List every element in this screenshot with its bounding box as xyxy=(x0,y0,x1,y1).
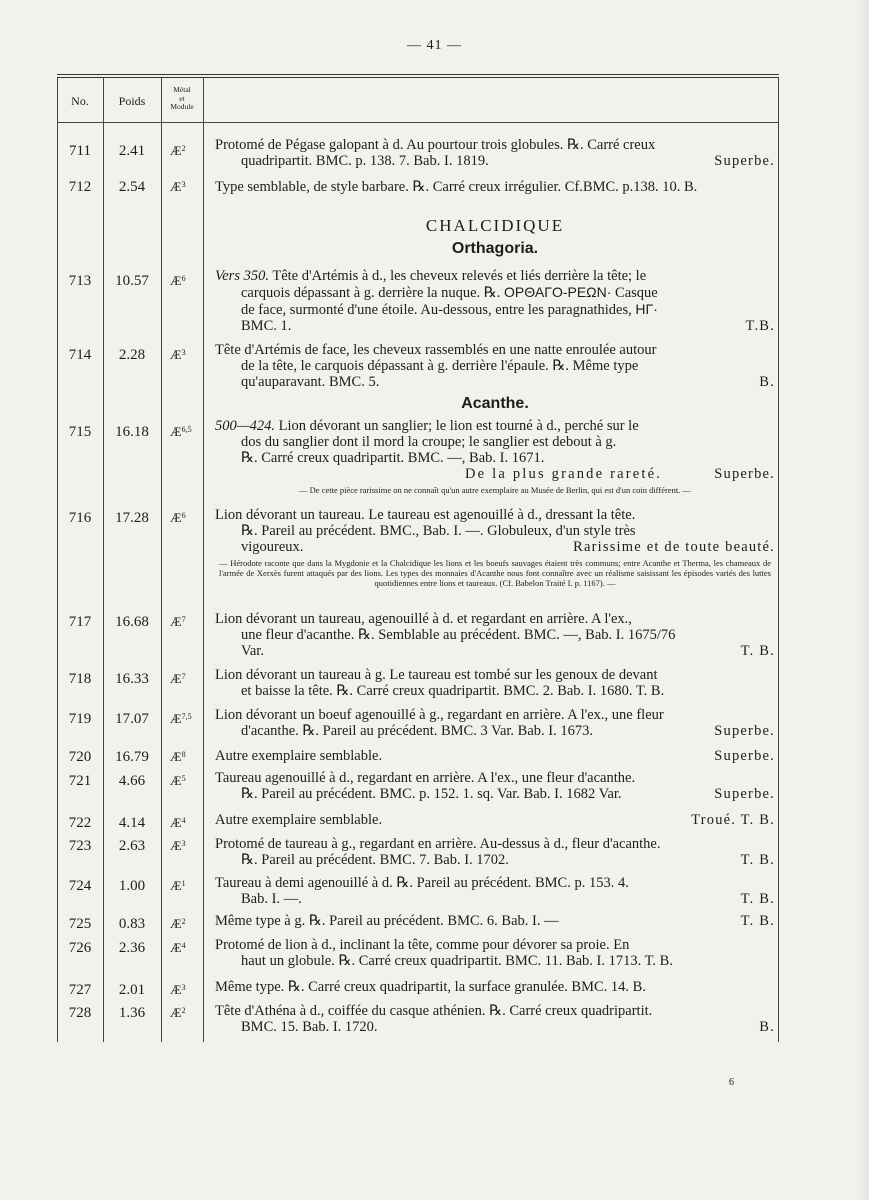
entry-number: 716 xyxy=(68,510,92,526)
entry-weight: 16.79 xyxy=(115,749,149,765)
header-separator xyxy=(57,122,779,123)
entry-metal: $Æ^8$ xyxy=(170,749,186,764)
entry-metal: $Æ^2$ xyxy=(170,916,186,931)
entry-weight: 2.54 xyxy=(118,179,146,195)
footnote: — Hérodote raconte que dans la Mygdonie et la Chalcidique les lions et les boeufs sauvages étaient très communs; entre Acanthe et Therma, les chameaux de l'armée de Xerxès furent attaqués par des lions. Les types des monnaies d'Acanthe nous font connaître avec un réalisme saisissant les épisodes variés des luttes quotidiennes entre lions et taureaux. (Cf. Babelon Traité I. p. 1167). — xyxy=(219,558,771,588)
entry-weight: 16.18 xyxy=(115,424,149,440)
page-number: — 41 — xyxy=(407,38,462,53)
entry-description: Lion dévorant un boeuf agenouillé à g., regardant en arrière. A l'ex., une fleur d'acanthe. ℞. Pareil au précédent. BMC. 3 Var. Bab. I. 1673. Superbe. xyxy=(215,707,775,739)
section-title: CHALCIDIQUE xyxy=(425,216,565,235)
entry-weight: 2.41 xyxy=(118,143,146,159)
entry-metal: $Æ^2$ xyxy=(170,1005,186,1020)
entry-weight: 2.28 xyxy=(118,347,146,363)
entry-metal: Æ$^{6,5}$ xyxy=(170,424,192,439)
entry-metal: $Æ^2$ xyxy=(170,143,186,158)
entry-weight: 2.01 xyxy=(118,982,146,998)
entry-metal: $Æ^3$ xyxy=(170,982,186,997)
entry-description: Tête d'Artémis de face, les cheveux rassemblés en une natte enroulée autour de la tête, le carquois dépassant à g. derrière l'épaule. ℞. Même type qu'auparavant. BMC. 5. B. xyxy=(215,342,775,390)
entry-number: 711 xyxy=(69,143,91,159)
entry-description: Autre exemplaire semblable. Troué. T. B. xyxy=(215,812,775,828)
entry-description: Protomé de Pégase galopant à d. Au pourtour trois globules. ℞. Carré creux quadripartit. BMC. p. 138. 7. Bab. I. 1819. Superbe. xyxy=(215,137,775,169)
column-line xyxy=(203,77,204,1042)
entry-weight: 2.63 xyxy=(118,838,146,854)
entry-description: Vers 350. Tête d'Artémis à d., les cheveux relevés et liés derrière la tête; le carquois dépassant à g. derrière la nuque. ℞. ΟΡΘΑΓΟ-ΡΕΩΝ· Casque de face, surmonté d'une étoile. Au-dessous, entre les paragnathides, ΗΓ· BMC. 1. T.B. xyxy=(215,268,775,334)
entry-weight: 17.28 xyxy=(115,510,149,526)
entry-description: Même type à g. ℞. Pareil au précédent. BMC. 6. Bab. I. — T. B. xyxy=(215,913,775,929)
entry-metal: $Æ^3$ xyxy=(170,347,186,362)
entry-number: 723 xyxy=(68,838,92,854)
footnote: — De cette pièce rarissime on ne connaît qu'un autre exemplaire au Musée de Berlin, qui est d'un coin différent. — xyxy=(299,485,691,495)
entry-description: Protomé de taureau à g., regardant en arrière. Au-dessus à d., fleur d'acanthe. ℞. Pareil au précédent. BMC. 7. Bab. I. 1702. T. B. xyxy=(215,836,775,868)
column-line xyxy=(778,77,779,1042)
entry-number: 719 xyxy=(68,711,92,727)
plate-mark: 6 xyxy=(729,1077,734,1088)
column-line xyxy=(161,77,162,1042)
entry-description: 500—424. Lion dévorant un sanglier; le lion est tourné à d., perché sur le dos du sanglier dont il mord la croupe; le sanglier est debout à g. ℞. Carré creux quadripartit. BMC. —, Bab. I. 1671. De la plus grande rareté. Superbe. — De cette pièce rarissime on ne connaît qu'un autre exemplaire au Musée de Berlin, qui est d'un coin différent. — xyxy=(215,418,775,495)
entry-number: 717 xyxy=(68,614,92,630)
entry-number: 721 xyxy=(68,773,92,789)
entry-metal: Æ$^{7,5}$ xyxy=(170,711,192,726)
entry-weight: 0.83 xyxy=(118,916,146,932)
entry-metal: $Æ^4$ xyxy=(170,940,186,955)
entry-number: 714 xyxy=(68,347,92,363)
entry-number: 722 xyxy=(68,815,92,831)
entry-weight: 16.68 xyxy=(115,614,149,630)
entry-metal: $Æ^1$ xyxy=(170,878,186,893)
column-line xyxy=(57,77,58,1042)
entry-metal: $Æ^7$ xyxy=(170,614,186,629)
entry-description: Tête d'Athéna à d., coiffée du casque athénien. ℞. Carré creux quadripartit. BMC. 15. Bab. I. 1720. B. xyxy=(215,1003,775,1035)
entry-description: Lion dévorant un taureau à g. Le taureau est tombé sur les genoux de devant et baisse la tête. ℞. Carré creux quadripartit. BMC. 2. Bab. I. 1680. T. B. xyxy=(215,667,665,699)
entry-number: 727 xyxy=(68,982,92,998)
entry-weight: 2.36 xyxy=(118,940,146,956)
entry-number: 726 xyxy=(68,940,92,956)
entry-number: 728 xyxy=(68,1005,92,1021)
entry-number: 724 xyxy=(68,878,92,894)
entry-description: Même type. ℞. Carré creux quadripartit, la surface granulée. BMC. 14. B. xyxy=(215,979,646,995)
entry-weight: 10.57 xyxy=(115,273,149,289)
entry-metal: $Æ^3$ xyxy=(170,838,186,853)
entry-weight: 4.14 xyxy=(118,815,146,831)
entry-metal: $Æ^5$ xyxy=(170,773,186,788)
entry-number: 713 xyxy=(68,273,92,289)
entry-number: 715 xyxy=(68,424,92,440)
page-edge xyxy=(857,0,869,1200)
entry-number: 718 xyxy=(68,671,92,687)
entry-weight: 4.66 xyxy=(118,773,146,789)
column-header-metal: Métal et Module xyxy=(170,85,194,111)
entry-number: 712 xyxy=(68,179,92,195)
entry-metal: $Æ^6$ xyxy=(170,273,186,288)
entry-description: Autre exemplaire semblable. Superbe. xyxy=(215,748,775,764)
subsection-title: Acanthe. xyxy=(461,395,529,412)
entry-metal: $Æ^3$ xyxy=(170,179,186,194)
entry-description: Taureau à demi agenouillé à d. ℞. Pareil au précédent. BMC. p. 153. 4. Bab. I. —. T. B. xyxy=(215,875,775,907)
entry-description: Lion dévorant un taureau, agenouillé à d. et regardant en arrière. A l'ex., une fleur d'acanthe. ℞. Semblable au précédent. BMC. —, Bab. I. 1675/76 Var. T. B. xyxy=(215,611,775,659)
entry-metal: $Æ^6$ xyxy=(170,510,186,525)
column-header-weight: Poids xyxy=(118,94,146,108)
entry-description: Lion dévorant un taureau. Le taureau est agenouillé à d., dressant la tête. ℞. Pareil au précédent. BMC., Bab. I. —. Globuleux, d'un style très vigoureux. Rarissime et de toute beauté. — Hérodote raconte que dans la Mygdonie et la Chalcidique les lions et les boeufs sauvages étaient très communs; entre Acanthe et Therma, les chameaux de l'armée de Xerxès furent attaqués par des lions. Les types des monnaies d'Acanthe nous font connaître avec un réalisme saisissant les épisodes variés des luttes quotidiennes entre lions et taureaux. (Cf. Babelon Traité I. p. 1167). — xyxy=(215,507,775,588)
entry-number: 725 xyxy=(68,916,92,932)
entry-metal: $Æ^7$ xyxy=(170,671,186,686)
top-rule-inner xyxy=(57,77,779,78)
column-line xyxy=(103,77,104,1042)
entry-weight: 1.00 xyxy=(118,878,146,894)
entry-metal: $Æ^4$ xyxy=(170,815,186,830)
entry-description: Type semblable, de style barbare. ℞. Carré creux irrégulier. Cf.BMC. p.138. 10. B. xyxy=(215,179,698,195)
entry-weight: 16.33 xyxy=(115,671,149,687)
subsection-title: Orthagoria. xyxy=(451,240,539,257)
entry-description: Protomé de lion à d., inclinant la tête, comme pour dévorer sa proie. En haut un globule. ℞. Carré creux quadripartit. BMC. 11. Bab. I. 1713. T. B. xyxy=(215,937,673,969)
entry-weight: 17.07 xyxy=(115,711,149,727)
entry-description: Taureau agenouillé à d., regardant en arrière. A l'ex., une fleur d'acanthe. ℞. Pareil au précédent. BMC. p. 152. 1. sq. Var. Bab. I. 1682 Var. Superbe. xyxy=(215,770,775,802)
top-rule xyxy=(57,74,779,75)
entry-number: 720 xyxy=(68,749,92,765)
entry-weight: 1.36 xyxy=(118,1005,146,1021)
column-header-no: No. xyxy=(71,94,89,108)
